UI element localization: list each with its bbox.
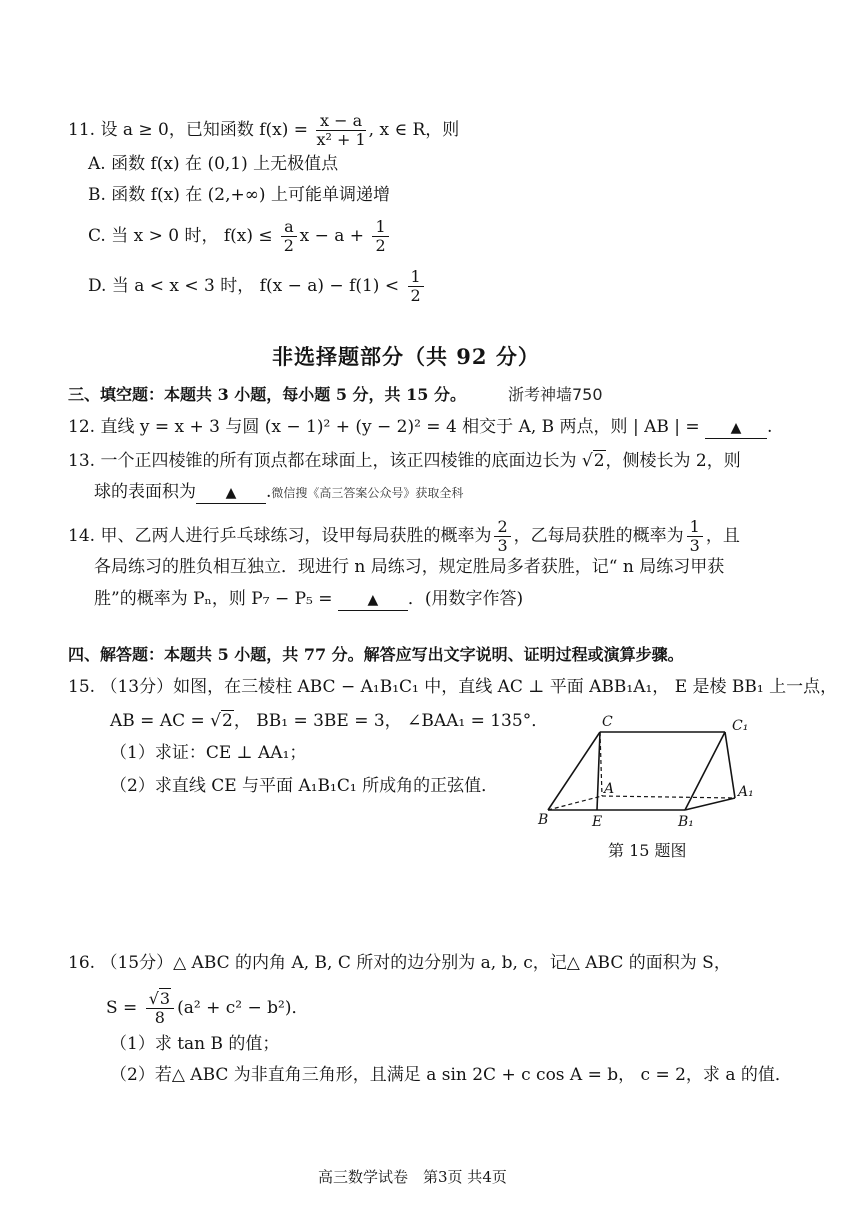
q16-line2-tail: (a² + c² − b²)． xyxy=(177,998,309,1018)
q15-part1: （1）求证：CE ⊥ AA₁； xyxy=(110,743,307,763)
fill-in-heading: 三、填空题：本题共 3 小题，每小题 5 分，共 15 分。 xyxy=(68,385,466,404)
q12-answer-blank[interactable]: ▲ xyxy=(705,418,767,439)
q15-line2-tail: ， BB₁ = 3BE = 3， ∠BAA₁ = 135°． xyxy=(233,711,549,731)
q11-option-c-frac-a xyxy=(281,218,297,255)
label-a1: A₁ xyxy=(738,784,754,800)
label-b1: B₁ xyxy=(678,814,694,830)
q13-line2 xyxy=(94,481,463,504)
q11-option-d xyxy=(88,268,427,305)
q11-fraction-numerator: x − a xyxy=(316,112,365,131)
q14-line3-text: 胜”的概率为 Pₙ，则 P₇ − P₅ = xyxy=(94,589,333,609)
edge-ca-hidden xyxy=(600,732,602,796)
edge-c1a1 xyxy=(725,732,735,798)
q14-text-tail: ，且 xyxy=(705,526,740,546)
q11-stem-text: 11. 设 a ≥ 0，已知函数 f(x) = xyxy=(68,120,314,140)
label-c1: C₁ xyxy=(732,718,749,734)
q15-line2 xyxy=(110,710,548,732)
edge-c1b1 xyxy=(685,732,725,810)
q14-frac-two-thirds xyxy=(494,518,510,555)
frac-denominator: 2 xyxy=(375,236,386,255)
frac-denominator: 8 xyxy=(154,1008,165,1027)
q11-option-b: B. 函数 f(x) 在 (2,+∞) 上可能单调递增 xyxy=(88,185,390,205)
sqrt-symbol: √ xyxy=(148,989,159,1008)
q11-stem-tail: , x ∈ R，则 xyxy=(368,120,460,140)
promo-note: 微信搜《高三答案公众号》获取全科 xyxy=(271,486,464,500)
q16-sqrt-radicand: 3 xyxy=(159,989,171,1008)
q16-part2: （2）若△ ABC 为非直角三角形，且满足 a sin 2C + c cos A = b， c = 2，求 a 的值． xyxy=(110,1065,792,1085)
q16-line1: 16. （15分）△ ABC 的内角 A, B, C 所对的边分别为 a, b, c，记△ ABC 的面积为 S， xyxy=(68,953,731,973)
label-a: A xyxy=(604,781,615,797)
q11-fraction-denominator: x² + 1 xyxy=(316,130,366,149)
q11-option-a: A. 函数 f(x) 在 (0,1) 上无极值点 xyxy=(88,154,339,174)
q16-line2 xyxy=(106,990,308,1027)
q12 xyxy=(68,416,772,439)
q14-answer-blank[interactable]: ▲ xyxy=(338,590,408,611)
edge-b1a1 xyxy=(685,798,735,810)
frac-numerator xyxy=(146,990,174,1009)
frac-denominator: 3 xyxy=(497,536,508,555)
q16-line2-text: S = xyxy=(106,998,143,1018)
section-title: 非选择题部分（共 92 分） xyxy=(272,344,540,369)
frac-numerator: 1 xyxy=(408,268,424,287)
frac-denominator: 2 xyxy=(410,286,421,305)
q13-text-tail: ，侧棱长为 2，则 xyxy=(605,451,741,471)
label-e: E xyxy=(592,814,603,830)
q14-line1 xyxy=(68,518,740,555)
q14-text: 14. 甲、乙两人进行乒乓球练习，设甲每局获胜的概率为 xyxy=(68,526,492,546)
q15-prism-figure xyxy=(530,710,770,830)
q11-option-c-text: C. 当 x > 0 时， f(x) ≤ xyxy=(88,226,279,246)
q13-text: 13. 一个正四棱锥的所有顶点都在球面上，该正四棱锥的底面边长为 xyxy=(68,451,582,471)
q15-part2: （2）求直线 CE 与平面 A₁B₁C₁ 所成角的正弦值． xyxy=(110,776,499,796)
sqrt-symbol: √ xyxy=(581,451,593,471)
q15-line1: 15. （13分）如图，在三棱柱 ABC − A₁B₁C₁ 中，直线 AC ⊥ 平面 ABB₁A₁， E 是棱 BB₁ 上一点， xyxy=(68,677,838,697)
frac-numerator: 1 xyxy=(372,218,388,237)
frac-denominator: 2 xyxy=(283,236,294,255)
page-footer: 高三数学试卷 第3页 共4页 xyxy=(318,1168,507,1186)
q15-sqrt-radicand: 2 xyxy=(222,711,233,731)
watermark-text: 浙考神墙750 xyxy=(508,385,603,404)
q11-option-c-frac-half xyxy=(372,218,388,255)
q11-option-d-frac xyxy=(408,268,424,305)
q14-text-mid: ，乙每局获胜的概率为 xyxy=(513,526,684,546)
q13-sqrt-radicand: 2 xyxy=(593,451,605,471)
q11-fraction xyxy=(316,112,365,149)
frac-numerator: a xyxy=(281,218,297,237)
edge-aa1-hidden xyxy=(602,796,735,798)
q14-line3-tail: ．(用数字作答) xyxy=(407,589,524,609)
q16-frac-sqrt3-over-8 xyxy=(146,990,174,1027)
q11-stem xyxy=(68,112,459,149)
q14-line2: 各局练习的胜负相互独立．现进行 n 局练习，规定胜局多者获胜，记“ n 局练习甲获 xyxy=(94,557,725,577)
q16-part1: （1）求 tan B 的值； xyxy=(110,1034,280,1054)
edge-ce xyxy=(597,732,600,810)
q14-line3 xyxy=(94,588,523,611)
q11-option-d-text: D. 当 a < x < 3 时， f(x − a) − f(1) < xyxy=(88,276,405,296)
q12-tail: . xyxy=(767,417,773,437)
q15-figure-caption: 第 15 题图 xyxy=(608,841,687,860)
q15-line2-text: AB = AC = xyxy=(110,711,211,731)
frac-numerator: 2 xyxy=(494,518,510,537)
sqrt-symbol: √ xyxy=(210,711,222,731)
q11-option-c xyxy=(88,218,392,255)
label-b: B xyxy=(538,812,549,828)
frac-denominator: 3 xyxy=(689,536,700,555)
q11-option-c-mid: x − a + xyxy=(299,226,370,246)
label-c: C xyxy=(602,714,613,730)
frac-numerator: 1 xyxy=(687,518,703,537)
q14-frac-one-third xyxy=(687,518,703,555)
q13-answer-blank[interactable]: ▲ xyxy=(196,483,266,504)
q13-line2-text: 球的表面积为 xyxy=(94,482,196,502)
q12-text: 12. 直线 y = x + 3 与圆 (x − 1)² + (y − 2)² = 4 相交于 A, B 两点，则 | AB | = xyxy=(68,417,700,437)
q13-line2-tail: . xyxy=(266,482,272,502)
q13-line1 xyxy=(68,450,741,472)
answer-heading: 四、解答题：本题共 5 小题，共 77 分。解答应写出文字说明、证明过程或演算步骤。 xyxy=(68,645,684,664)
